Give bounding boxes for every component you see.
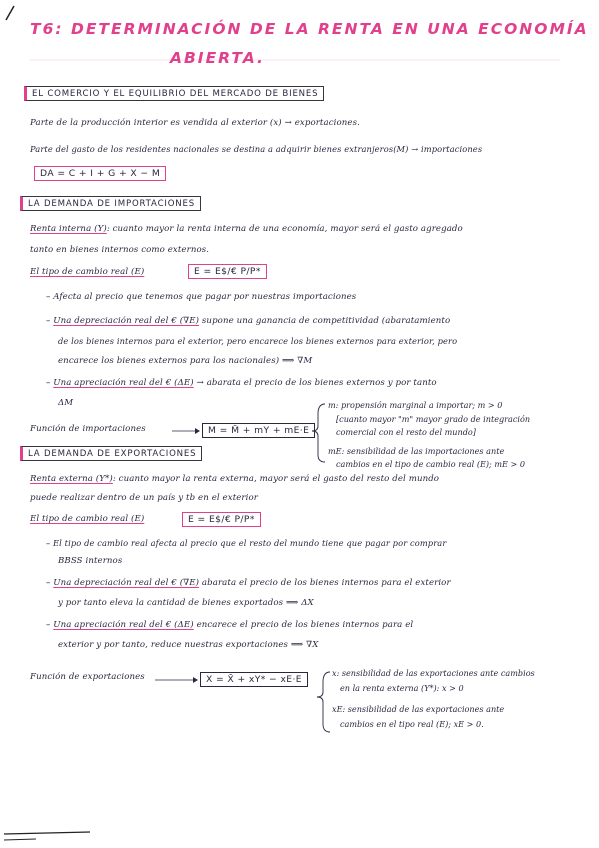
bullet-afecta: – Afecta al precio que tenemos que pagar por nuestras importaciones	[46, 292, 357, 302]
renta-externa-label: Renta externa (Y*)	[30, 474, 113, 484]
note-xe-line1: xE: sensibilidad de las exportaciones ante	[332, 704, 505, 714]
note-me-line2: cambios en el tipo de cambio real (E); mE > 0	[336, 459, 526, 469]
tipo-cambio-label	[30, 267, 144, 277]
apreciacion-label: Una apreciación real del € (ΔE)	[53, 378, 194, 388]
tipo-cambio-export-label	[30, 514, 144, 524]
paragraph-exportaciones: Parte de la producción interior es vendida al exterior (x) → exportaciones.	[30, 118, 360, 128]
depreciacion-line2: de los bienes internos para el exterior, pero encarece los bienes externos para exterior, pero	[58, 336, 458, 346]
bullet-depreciacion: – Una depreciación real del € (∇E) supone una ganancia de competitividad (abaratamiento	[46, 316, 451, 326]
depreciacion-text: supone una ganancia de competitividad (abaratamiento	[199, 316, 451, 326]
depreciacion-export-label: Una depreciación real del € (∇E)	[53, 578, 200, 588]
funcion-importaciones-label: Función de importaciones	[30, 424, 146, 434]
funcion-exportaciones-label: Función de exportaciones	[30, 672, 145, 682]
section-heading-exportaciones: LA DEMANDA DE EXPORTACIONES	[20, 446, 202, 461]
renta-interna-line2: tanto en bienes internos como externos.	[30, 245, 210, 255]
bottom-stroke-2	[4, 839, 36, 840]
funcion-importaciones-formula: M = M̄ + mY + mE·E	[202, 423, 315, 438]
renta-interna-label: Renta interna (Y)	[30, 224, 107, 234]
note-me-line1: mE: sensibilidad de las importaciones ante	[328, 446, 505, 456]
section-heading-comercio: EL COMERCIO Y EL EQUILIBRIO DEL MERCADO DE BIENES	[24, 86, 324, 101]
formula-demanda-agregada: DA = C + I + G + X − M	[34, 166, 166, 181]
tipo-cambio-label-text: El tipo de cambio real (E)	[30, 267, 145, 277]
note-xe-line2: cambios en el tipo real (E); xE > 0.	[340, 719, 484, 729]
bullet-afecta-text: Afecta al precio que tenemos que pagar por nuestras importaciones	[53, 292, 357, 302]
note-x-line1: x: sensibilidad de las exportaciones ante cambios	[332, 668, 535, 678]
renta-externa-line2: puede realizar dentro de un país y tb en el exterior	[30, 493, 258, 503]
note-m-line3: comercial con el resto del mundo]	[336, 427, 476, 437]
note-m-line2: [cuanto mayor "m" mayor grado de integración	[336, 414, 531, 424]
note-x-line2: en la renta externa (Y*): x > 0	[340, 683, 464, 693]
apreciacion-export-text: encarece el precio de los bienes internos para el	[193, 620, 414, 630]
paragraph-importaciones: Parte del gasto de los residentes nacionales se destina a adquirir bienes extranjeros(M) → importaciones	[30, 144, 483, 154]
bullet-apreciacion: – Una apreciación real del € (ΔE) → abarata el precio de los bienes externos y por tanto	[46, 378, 437, 388]
section-heading-importaciones: LA DEMANDA DE IMPORTACIONES	[20, 196, 201, 211]
bottom-stroke	[4, 832, 90, 834]
export-brace	[317, 672, 330, 732]
renta-externa-line	[30, 474, 439, 484]
slash-mark	[6, 6, 14, 20]
depreciacion-export-text: abarata el precio de los bienes internos para el exterior	[199, 578, 451, 588]
page-title: T6: DETERMINACIÓN DE LA RENTA EN UNA ECONOMÍA	[30, 20, 589, 38]
tipo-cambio-export-formula: E = E$/€ P/P*	[182, 512, 261, 527]
afecta-export-text: El tipo de cambio real afecta al precio que el resto del mundo tiene que pagar por comprar	[53, 538, 447, 548]
depreciacion-export-line2: y por tanto eleva la cantidad de bienes exportados ⟹ ΔX	[58, 598, 314, 608]
note-m-line1: m: propensión marginal a importar; m > 0	[328, 400, 503, 410]
page-title-line2: ABIERTA.	[170, 49, 265, 67]
depreciacion-label: Una depreciación real del € (∇E)	[53, 316, 200, 326]
apreciacion-export-label: Una apreciación real del € (ΔE)	[53, 620, 194, 630]
tipo-cambio-formula: E = E$/€ P/P*	[188, 264, 267, 279]
bullet-depreciacion-export: – Una depreciación real del € (∇E) abarata el precio de los bienes internos para el exterior	[46, 578, 451, 588]
renta-externa-text: : cuanto mayor la renta externa, mayor será el gasto del resto del mundo	[112, 474, 440, 484]
apreciacion-export-line2: exterior y por tanto, reduce nuestras exportaciones ⟹ ∇X	[58, 640, 319, 650]
bullet-afecta-export: – El tipo de cambio real afecta al precio que el resto del mundo tiene que pagar por comprar	[46, 538, 447, 548]
renta-interna-line	[30, 224, 463, 234]
funcion-exportaciones-formula: X = X̄ + xY* − xE·E	[200, 672, 308, 687]
afecta-export-line2: BBSS internos	[58, 556, 123, 566]
apreciacion-line2: ΔM	[58, 398, 74, 408]
renta-interna-text: : cuanto mayor la renta interna de una economía, mayor será el gasto agregado	[106, 224, 463, 234]
bullet-apreciacion-export: – Una apreciación real del € (ΔE) encarece el precio de los bienes internos para el	[46, 620, 414, 630]
depreciacion-line3: encarece los bienes externos para los nacionales) ⟹ ∇M	[58, 356, 313, 366]
apreciacion-text: → abarata el precio de los bienes externos y por tanto	[193, 378, 437, 388]
tipo-cambio-export-label-text: El tipo de cambio real (E)	[30, 514, 145, 524]
